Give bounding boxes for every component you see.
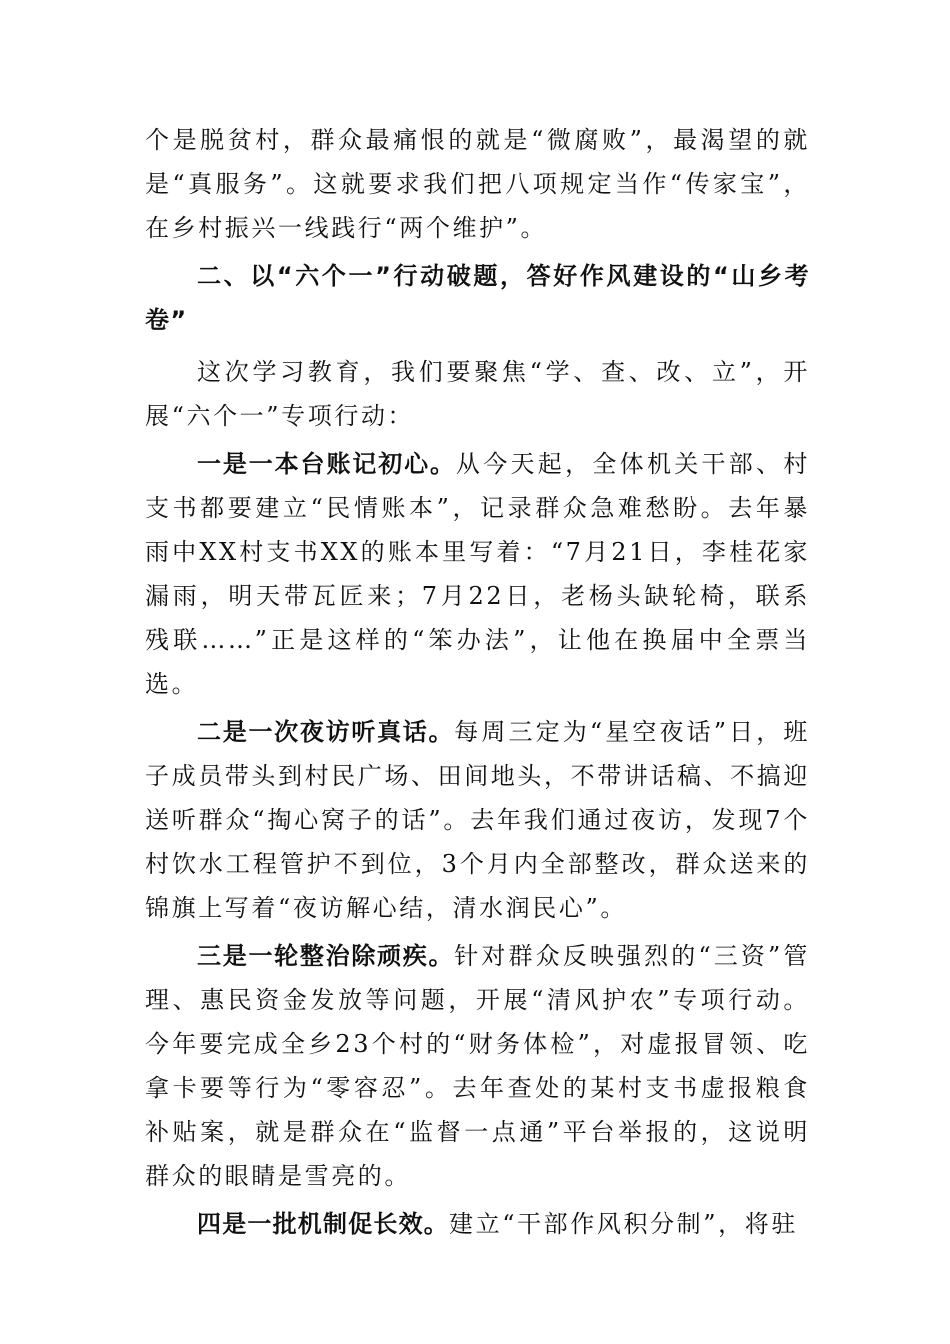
action-item-4-lead: 四是一批机制促长效。 bbox=[197, 1210, 449, 1238]
action-item-1-body: 从今天起，全体机关干部、村支书都要建立“民情账本”，记录群众急难愁盼。去年暴雨中XX村支书XX的账本里写着：“7月21日，李桂花家漏雨，明天带瓦匠来；7月22日，老杨头缺轮椅，联系残联……”正是这样的“笨办法”，让他在换届中全票当选。 bbox=[145, 450, 810, 698]
section-heading: 二、以“六个一”行动破题，答好作风建设的“山乡考卷” bbox=[145, 262, 810, 334]
action-item-3-body: 针对群众反映强烈的“三资”管理、惠民资金发放等问题，开展“清风护农”专项行动。今年要完成全乡23个村的“财务体检”，对虚报冒领、吃拿卡要等行为“零容忍”。去年查处的某村支书虚报粮食补贴案，就是群众在“监督一点通”平台举报的，这说明群众的眼睛是雪亮的。 bbox=[145, 942, 810, 1190]
action-item-1-lead: 一是一本台账记初心。 bbox=[197, 450, 456, 478]
action-item-1 bbox=[145, 442, 810, 706]
document-body bbox=[145, 118, 810, 1246]
action-item-3-lead: 三是一轮整治除顽疾。 bbox=[197, 942, 455, 970]
action-item-4 bbox=[145, 1202, 810, 1246]
action-item-2 bbox=[145, 710, 810, 930]
section-intro-paragraph: 这次学习教育，我们要聚焦“学、查、改、立”，开展“六个一”专项行动： bbox=[145, 358, 810, 430]
action-item-2-lead: 二是一次夜访听真话。 bbox=[197, 718, 455, 746]
action-item-4-body: 建立“干部作风积分制”，将驻 bbox=[449, 1210, 798, 1238]
action-item-3 bbox=[145, 934, 810, 1198]
action-item-2-body: 每周三定为“星空夜话”日，班子成员带头到村民广场、田间地头，不带讲话稿、不搞迎送听群众“掏心窝子的话”。去年我们通过夜访，发现7个村饮水工程管护不到位，3个月内全部整改，群众送来的锦旗上写着“夜访解心结，清水润民心”。 bbox=[145, 718, 810, 922]
intro-paragraph: 个是脱贫村，群众最痛恨的就是“微腐败”，最渴望的就是“真服务”。这就要求我们把八项规定当作“传家宝”，在乡村振兴一线践行“两个维护”。 bbox=[145, 126, 810, 242]
